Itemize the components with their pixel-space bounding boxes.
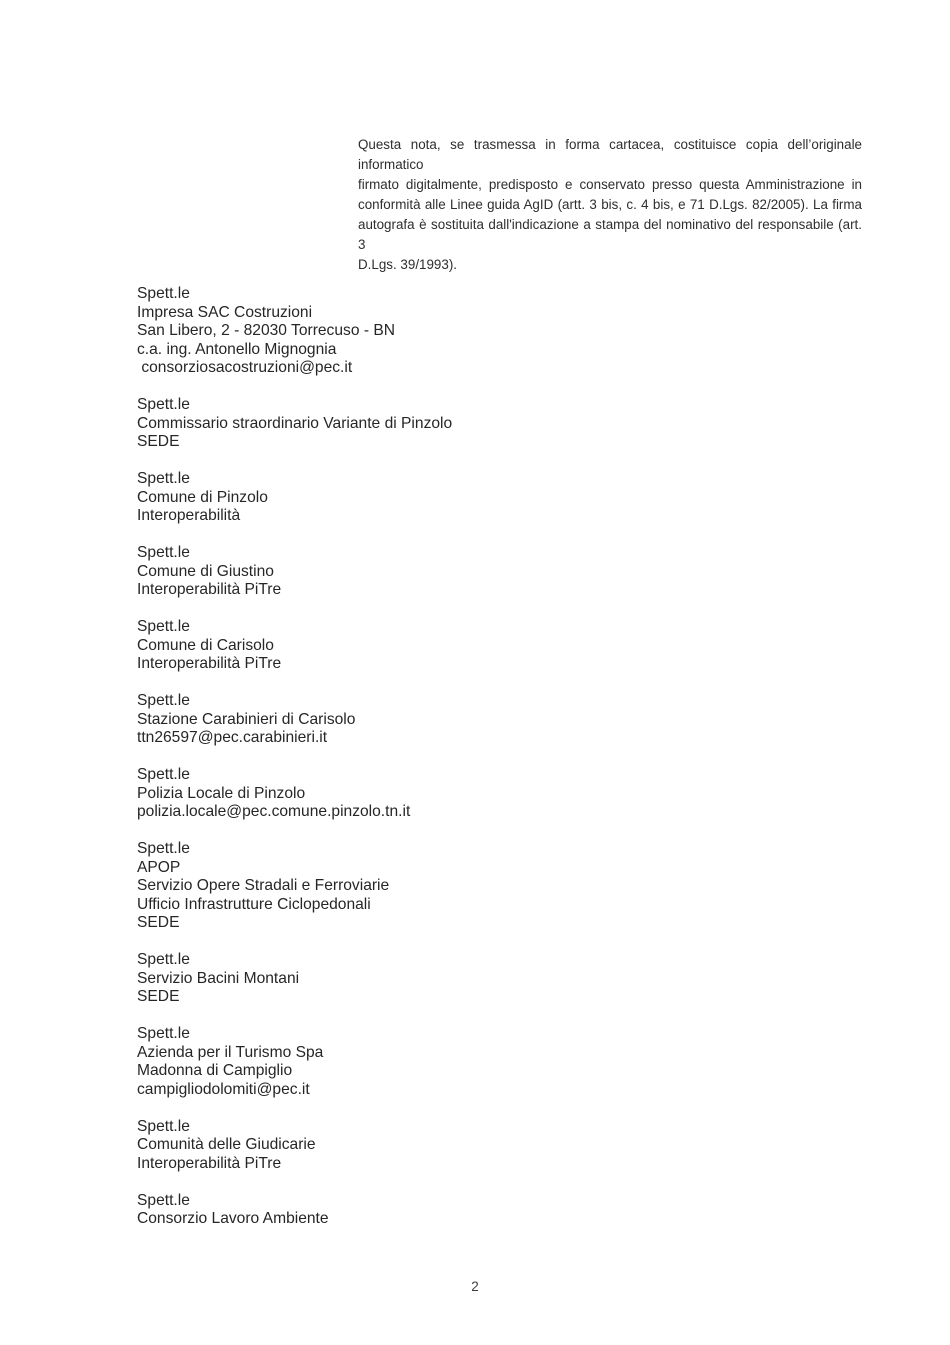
recipient-line: SEDE [137, 914, 180, 931]
recipient-line: Interoperabilità PiTre [137, 655, 282, 672]
recipient-line: Spett.le [137, 766, 190, 783]
recipient-block [137, 766, 657, 822]
recipient-line: Comune di Giustino [137, 562, 274, 580]
recipient-line: Spett.le [137, 692, 190, 709]
recipient-line: c.a. ing. Antonello Mignognia [137, 340, 337, 358]
recipient-line: Commissario straordinario Variante di Pinzolo [137, 414, 453, 432]
recipient-block [137, 1025, 657, 1099]
recipient-line: Ufficio Infrastrutture Ciclopedonali [137, 895, 371, 913]
recipient-line: polizia.locale@pec.comune.pinzolo.tn.it [137, 803, 411, 820]
recipient-line: Spett.le [137, 470, 190, 487]
legal-note-line: conformità alle Linee guida AgID (artt. 3 bis, c. 4 bis, e 71 D.Lgs. 82/2005). La firma [358, 197, 862, 212]
recipient-line: Azienda per il Turismo Spa [137, 1043, 324, 1061]
recipient-block [137, 1192, 657, 1229]
recipient-line: Comunità delle Giudicarie [137, 1136, 316, 1153]
recipient-block [137, 692, 657, 748]
recipient-line: Interoperabilità PiTre [137, 581, 282, 598]
recipient-block [137, 951, 657, 1007]
recipient-line: Comune di Carisolo [137, 636, 274, 654]
recipient-block [137, 470, 657, 526]
recipient-block [137, 285, 657, 378]
recipient-line: Stazione Carabinieri di Carisolo [137, 710, 356, 728]
recipient-block [137, 1118, 657, 1174]
recipient-line: Interoperabilità [137, 507, 241, 524]
legal-note-line: D.Lgs. 39/1993). [358, 257, 458, 272]
recipient-line: Spett.le [137, 1191, 190, 1209]
recipient-line: San Libero, 2 - 82030 Torrecuso - BN [137, 322, 396, 339]
page-number: 2 [471, 1279, 479, 1294]
recipient-line: Impresa SAC Costruzioni [137, 303, 313, 321]
recipient-line: Spett.le [137, 951, 190, 968]
recipient-line: Consorzio Lavoro Ambiente [137, 1210, 329, 1227]
recipient-line: Polizia Locale di Pinzolo [137, 784, 306, 802]
legal-note-line: Questa nota, se trasmessa in forma cartacea, costituisce copia dell’originale informatico [358, 137, 862, 172]
recipient-block [137, 396, 657, 452]
recipient-line: Spett.le [137, 1117, 190, 1135]
recipient-line: campigliodolomiti@pec.it [137, 1080, 310, 1098]
recipient-line: Interoperabilità PiTre [137, 1154, 282, 1172]
recipient-line: Servizio Opere Stradali e Ferroviarie [137, 877, 390, 894]
recipient-line: Spett.le [137, 544, 190, 561]
recipient-line: APOP [137, 858, 181, 876]
recipient-line: Spett.le [137, 285, 190, 302]
recipient-line: Madonna di Campiglio [137, 1062, 293, 1079]
recipient-block [137, 544, 657, 600]
recipient-line: Comune di Pinzolo [137, 488, 268, 506]
recipient-line: SEDE [137, 433, 180, 450]
recipient-line: Spett.le [137, 840, 190, 857]
recipient-block [137, 840, 657, 933]
legal-note [358, 135, 862, 275]
recipient-line: SEDE [137, 988, 180, 1005]
recipient-line: Servizio Bacini Montani [137, 969, 300, 987]
legal-note-line: firmato digitalmente, predisposto e conservato presso questa Amministrazione in [358, 177, 862, 192]
recipient-line: Spett.le [137, 396, 190, 413]
legal-note-line: autografa è sostituita dall'indicazione a stampa del nominativo del responsabile (art. 3 [358, 217, 862, 252]
recipients-list [137, 285, 657, 1247]
recipient-line: ttn26597@pec.carabinieri.it [137, 729, 328, 746]
recipient-line: Spett.le [137, 1025, 190, 1042]
recipient-line: Spett.le [137, 618, 190, 635]
recipient-line: consorziosacostruzioni@pec.it [137, 359, 353, 376]
recipient-block [137, 618, 657, 674]
